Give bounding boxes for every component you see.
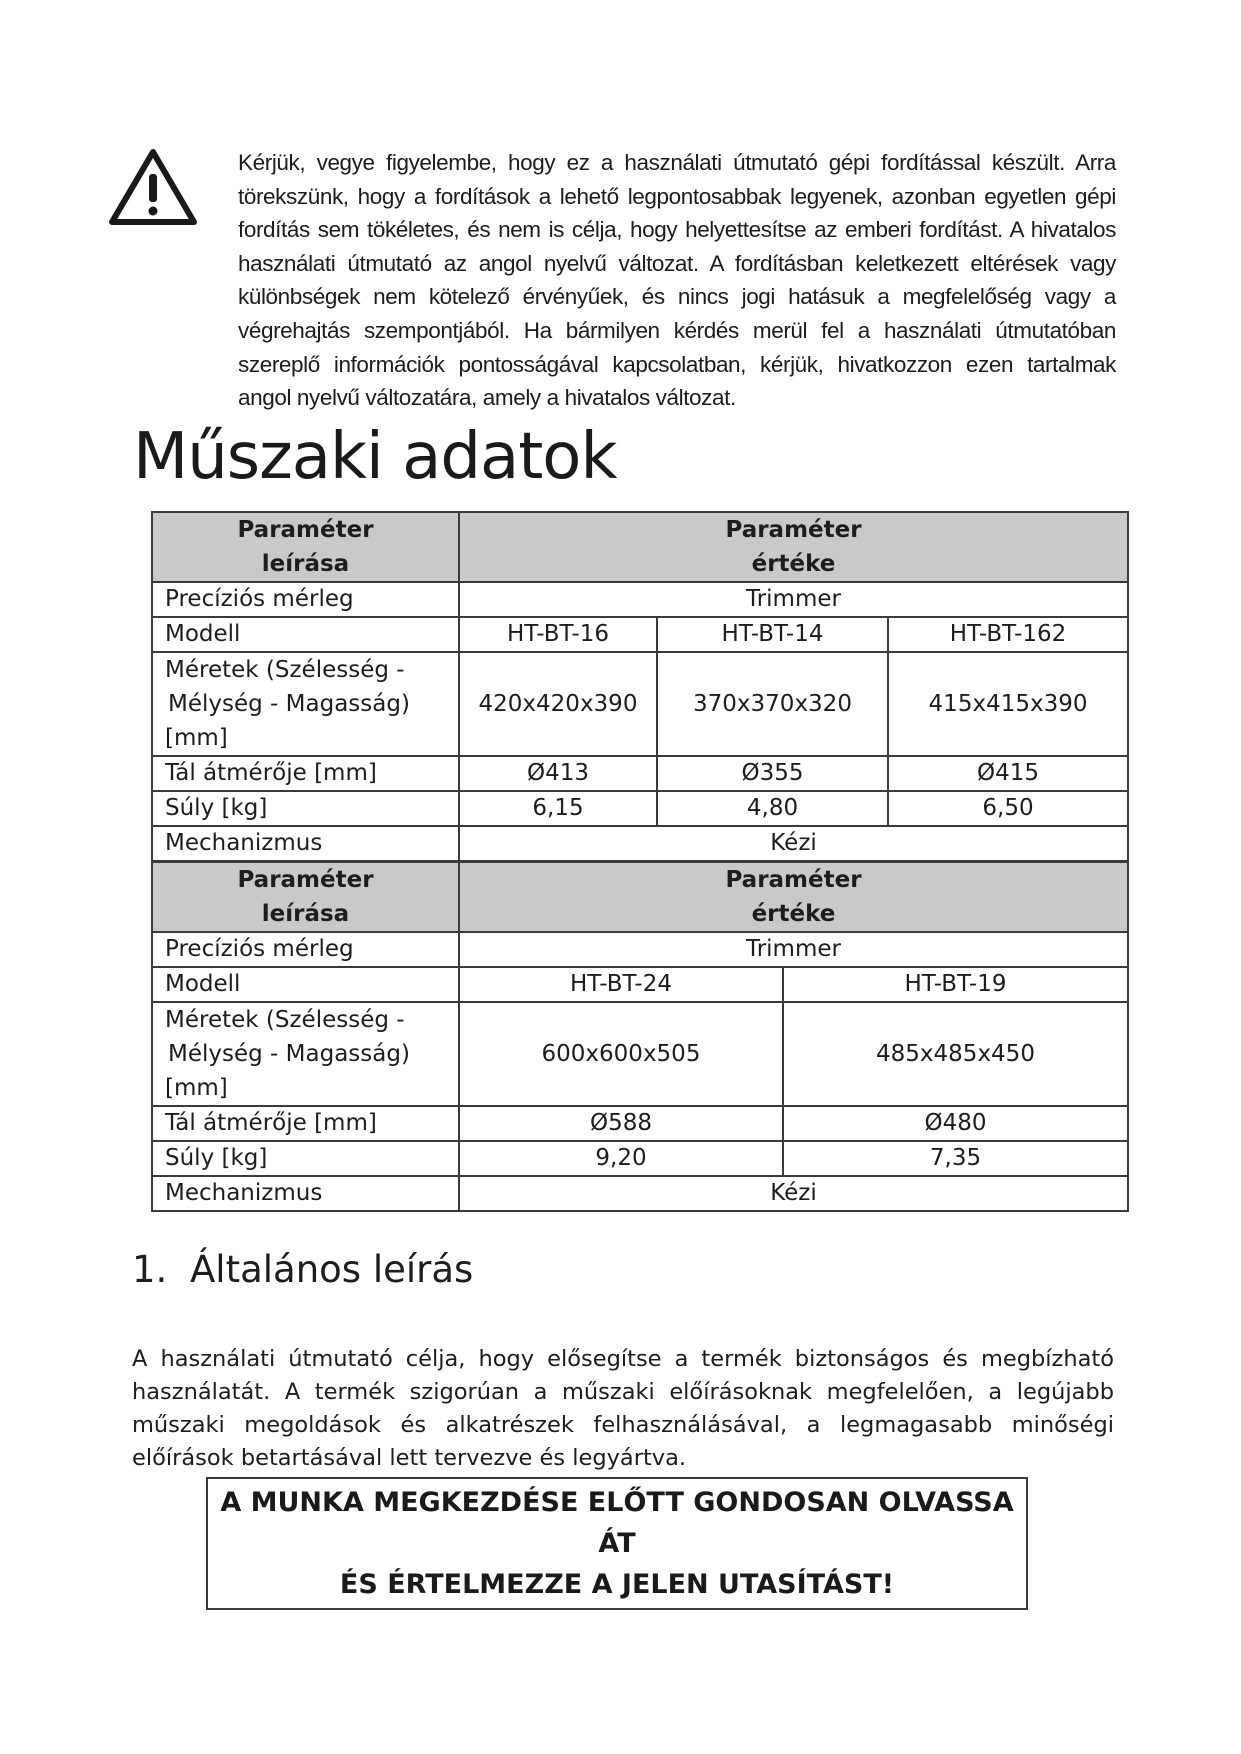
warning-line-1: A MUNKA MEGKEZDÉSE ELŐTT GONDOSAN OLVASSA ÁT (220, 1487, 1014, 1559)
header-param-value: Paraméter értéke (459, 862, 1128, 932)
table-row (152, 1176, 1128, 1211)
cell-value: Trimmer (459, 582, 1128, 617)
cell-value: Ø413 (459, 756, 657, 791)
cell-value: HT-BT-19 (783, 967, 1128, 1002)
cell-value: 420x420x390 (459, 652, 657, 756)
table-header-row (152, 512, 1128, 582)
row-label: Modell (152, 617, 459, 652)
cell-value: HT-BT-24 (459, 967, 783, 1002)
read-instructions-warning-box (206, 1477, 1028, 1610)
page-title: Műszaki adatok (133, 420, 617, 494)
cell-value: Kézi (459, 826, 1128, 861)
header-param-description: Paraméter leírása (152, 512, 459, 582)
specs-table-2 (151, 861, 1129, 1212)
table-row (152, 1002, 1128, 1106)
warning-line-2: ÉS ÉRTELMEZZE A JELEN UTASÍTÁST! (339, 1569, 895, 1600)
cell-value: 370x370x320 (657, 652, 888, 756)
cell-value: 415x415x390 (888, 652, 1128, 756)
row-label: Súly [kg] (152, 791, 459, 826)
section-title: Általános leírás (190, 1248, 474, 1291)
machine-translation-notice: Kérjük, vegye figyelembe, hogy ez a használati útmutató gépi fordítással készült. Arra törekszünk, hogy a fordítások a lehető legpontosabbak legyenek, azonban egyetlen gépi fordítás sem tökéletes, és nem is célja, hogy helyettesítse az emberi fordítást. A hivatalos használati útmutató az angol nyelvű változat. A fordításban keletkezett eltérések vagy különbségek nem kötelező érvényűek, és nincs jogi hatásuk a megfelelőség vagy a végrehajtás szempontjából. Ha bármilyen kérdés merül fel a használati útmutatóban szereplő információk pontosságával kapcsolatban, kérjük, hivatkozzon ezen tartalmak angol nyelvű változatára, amely a hivatalos változat. (238, 150, 1116, 411)
row-label: Mechanizmus (152, 1176, 459, 1211)
cell-value: 6,50 (888, 791, 1128, 826)
table-row (152, 756, 1128, 791)
table-row (152, 582, 1128, 617)
table-row (152, 1141, 1128, 1176)
cell-value: HT-BT-162 (888, 617, 1128, 652)
cell-value: HT-BT-14 (657, 617, 888, 652)
row-label: Precíziós mérleg (152, 932, 459, 967)
section-paragraph: A használati útmutató célja, hogy elősegítse a termék biztonságos és megbízható használatát. A termék szigorúan a műszaki előírásoknak megfelelően, a legújabb műszaki megoldások és alkatrészek felhasználásával, a legmagasabb minőségi előírások betartásával lett tervezve és legyártva. (132, 1346, 1114, 1471)
specs-table-1 (151, 511, 1129, 862)
cell-value: 6,15 (459, 791, 657, 826)
row-label: Tál átmérője [mm] (152, 1106, 459, 1141)
cell-value: Trimmer (459, 932, 1128, 967)
row-label: Méretek (Szélesség - Mélység - Magasság) [mm] (152, 1002, 459, 1106)
table-row (152, 932, 1128, 967)
cell-value: Ø480 (783, 1106, 1128, 1141)
cell-value: Kézi (459, 1176, 1128, 1211)
row-label: Tál átmérője [mm] (152, 756, 459, 791)
cell-value: Ø415 (888, 756, 1128, 791)
table-row (152, 652, 1128, 756)
table-row (152, 967, 1128, 1002)
cell-value: 9,20 (459, 1141, 783, 1176)
cell-value: HT-BT-16 (459, 617, 657, 652)
row-label: Mechanizmus (152, 826, 459, 861)
row-label: Modell (152, 967, 459, 1002)
section-number: 1. (132, 1248, 168, 1291)
table-row (152, 826, 1128, 861)
table-row (152, 1106, 1128, 1141)
header-param-description: Paraméter leírása (152, 862, 459, 932)
table-row (152, 617, 1128, 652)
row-label: Precíziós mérleg (152, 582, 459, 617)
section-heading (132, 1248, 473, 1291)
row-label: Méretek (Szélesség - Mélység - Magasság) [mm] (152, 652, 459, 756)
cell-value: 485x485x450 (783, 1002, 1128, 1106)
cell-value: Ø588 (459, 1106, 783, 1141)
cell-value: 7,35 (783, 1141, 1128, 1176)
header-param-value: Paraméter értéke (459, 512, 1128, 582)
warning-triangle-icon (107, 146, 199, 228)
table-row (152, 791, 1128, 826)
row-label: Súly [kg] (152, 1141, 459, 1176)
cell-value: 4,80 (657, 791, 888, 826)
cell-value: Ø355 (657, 756, 888, 791)
table-header-row (152, 862, 1128, 932)
cell-value: 600x600x505 (459, 1002, 783, 1106)
